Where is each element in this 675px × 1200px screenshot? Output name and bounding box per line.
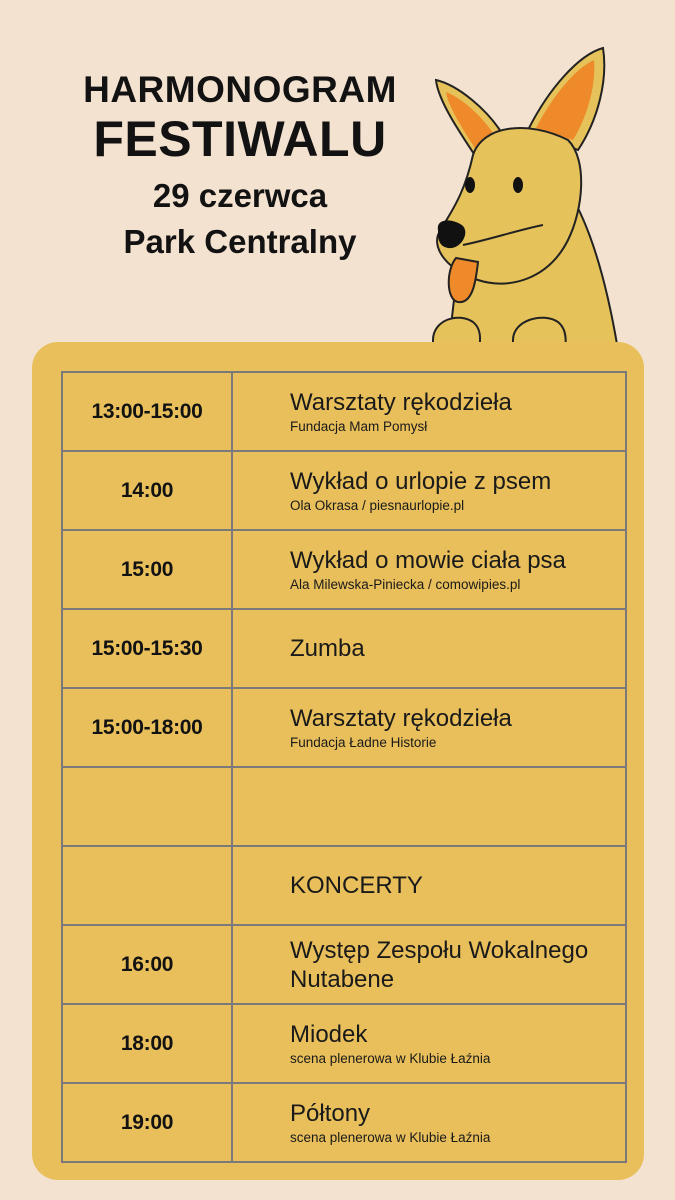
event-subtitle: Fundacja Mam Pomysł — [290, 419, 428, 434]
event-subtitle: Ala Milewska-Piniecka / comowipies.pl — [290, 577, 521, 592]
schedule-time: 18:00 — [63, 1005, 233, 1082]
schedule-table — [61, 371, 627, 1163]
dog-eye-left — [465, 177, 475, 193]
schedule-time — [63, 768, 233, 845]
event-title: Występ Zespołu Wokalnego Nutabene — [290, 936, 589, 993]
event-title: Wykład o urlopie z psem — [290, 468, 552, 495]
schedule-time: 15:00-18:00 — [63, 689, 233, 766]
schedule-event — [233, 531, 627, 608]
schedule-time — [63, 847, 233, 924]
schedule-time: 13:00-15:00 — [63, 373, 233, 450]
schedule-event — [233, 1084, 627, 1161]
event-date: 29 czerwca — [152, 177, 328, 214]
schedule-event — [233, 768, 627, 845]
event-title: KONCERTY — [290, 872, 423, 899]
schedule-row — [63, 1005, 627, 1084]
schedule-row — [63, 610, 627, 689]
schedule-row — [63, 531, 627, 610]
schedule-time: 14:00 — [63, 452, 233, 529]
dog-illustration — [418, 40, 628, 350]
schedule-row — [63, 373, 627, 452]
event-subtitle: Fundacja Ładne Historie — [290, 735, 437, 750]
event-title: Miodek — [290, 1021, 368, 1048]
event-title: Warsztaty rękodzieła — [290, 705, 512, 732]
event-title: Półtony — [290, 1100, 371, 1127]
event-subtitle: Ola Okrasa / piesnaurlopie.pl — [290, 498, 465, 513]
schedule-event — [233, 1005, 627, 1082]
schedule-event — [233, 373, 627, 450]
schedule-row — [63, 1084, 627, 1163]
schedule-row — [63, 452, 627, 531]
poster-header — [40, 68, 440, 262]
schedule-event — [233, 610, 627, 687]
event-title: Zumba — [290, 635, 365, 662]
schedule-event — [233, 926, 627, 1003]
schedule-row — [63, 847, 627, 926]
schedule-time: 15:00 — [63, 531, 233, 608]
dog-eye-right — [513, 177, 523, 193]
schedule-event — [233, 689, 627, 766]
event-place: Park Centralny — [123, 223, 357, 260]
schedule-time: 19:00 — [63, 1084, 233, 1161]
event-title: Wykład o mowie ciała psa — [290, 547, 566, 574]
schedule-row — [63, 768, 627, 847]
schedule-event — [233, 847, 627, 924]
event-title: Warsztaty rękodzieła — [290, 389, 512, 416]
title-line-2: FESTIWALU — [93, 111, 387, 167]
schedule-event — [233, 452, 627, 529]
event-subtitle: scena plenerowa w Klubie Łaźnia — [290, 1051, 491, 1066]
schedule-row — [63, 689, 627, 768]
title-line-1: HARMONOGRAM — [83, 69, 397, 110]
event-subtitle: scena plenerowa w Klubie Łaźnia — [290, 1130, 491, 1145]
schedule-time: 15:00-15:30 — [63, 610, 233, 687]
schedule-row — [63, 926, 627, 1005]
schedule-time: 16:00 — [63, 926, 233, 1003]
